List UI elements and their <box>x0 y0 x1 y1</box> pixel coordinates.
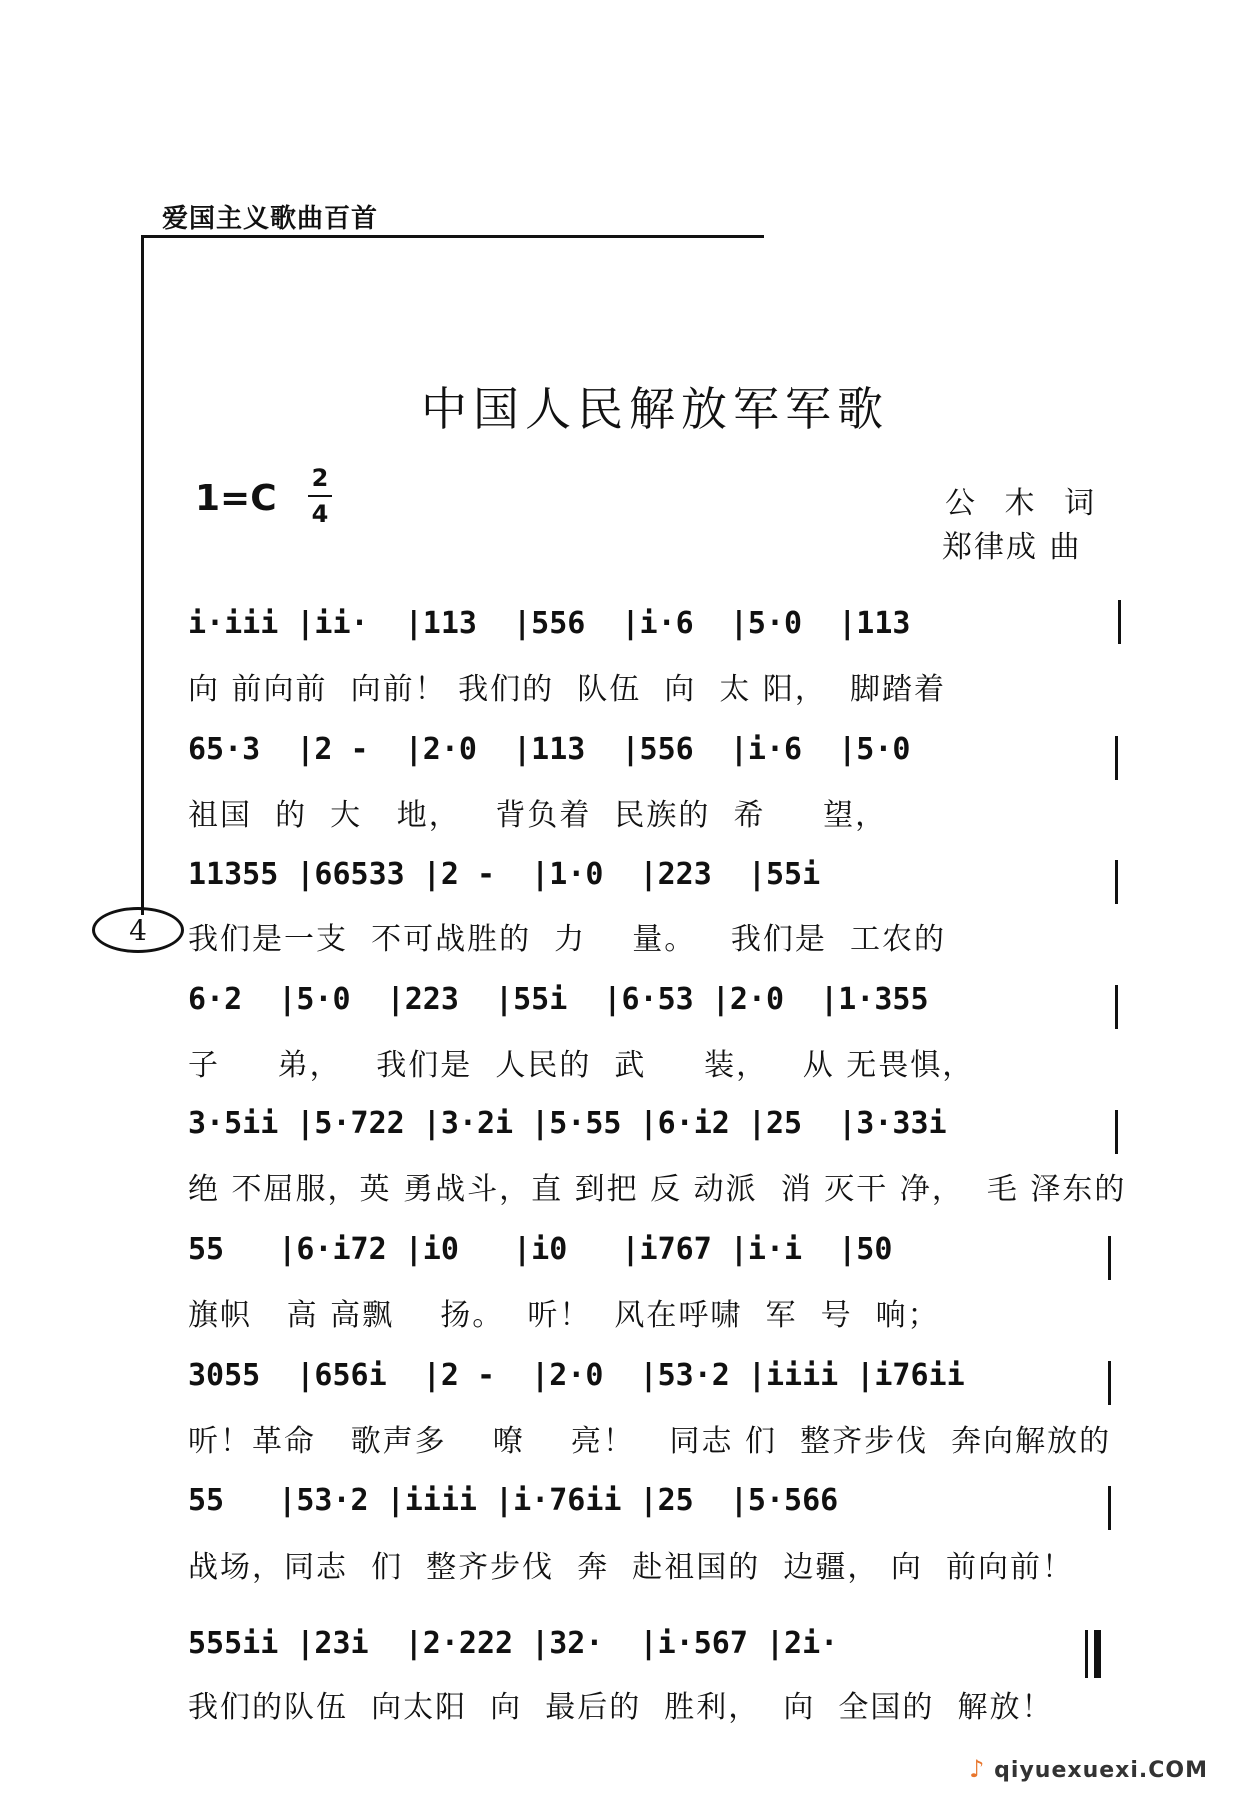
notation-row: 6·2 |5·0 |223 |55i |6·53 |2·0 |1·355 <box>188 982 929 1017</box>
notation-row: 3055 |656i |2 - |2·0 |53·2 |iiii |i76ii <box>188 1358 965 1393</box>
final-barline-thick <box>1094 1630 1101 1678</box>
lyric-row: 战场，同志 们 整齐步伐 奔 赴祖国的 边疆， 向 前向前！ <box>188 1550 1074 1585</box>
lyricist-credit: 公 木 词 <box>945 486 1105 521</box>
book-title: 爱国主义歌曲百首 <box>162 204 379 234</box>
site-watermark <box>969 1755 1208 1783</box>
barline <box>1115 1110 1118 1154</box>
song-title: 中国人民解放军军歌 <box>421 382 889 436</box>
notation-row: 55 |6·i72 |i0 |i0 |i767 |i·i |50 <box>188 1232 893 1267</box>
notation-row: 11355 |66533 |2 - |1·0 |223 |55i <box>188 857 821 892</box>
lyric-row: 绝 不屈服，英 勇战斗，直 到把 反 动派 消 灭干 净， 毛 泽东的 <box>188 1172 1127 1207</box>
time-signature-denominator: 4 <box>311 500 329 528</box>
time-signature <box>308 466 332 526</box>
composer-credit: 郑律成 曲 <box>942 530 1082 565</box>
notation-row: i·iii |ii· |113 |556 |i·6 |5·0 |113 <box>188 606 911 641</box>
barline <box>1108 1361 1111 1405</box>
lyric-row: 向 前向前 向前！ 我们的 队伍 向 太 阳， 脚踏着 <box>188 672 946 707</box>
page-number-text: 4 <box>129 913 147 947</box>
notation-row: 3·5ii |5·722 |3·2i |5·55 |6·i2 |25 |3·33i <box>188 1106 947 1141</box>
final-barline-thin <box>1085 1630 1088 1678</box>
watermark-text: qiyuexuexi.COM <box>994 1758 1208 1783</box>
barline <box>1108 1486 1111 1530</box>
notation-row: 65·3 |2 - |2·0 |113 |556 |i·6 |5·0 <box>188 732 911 767</box>
header-rule <box>142 235 764 238</box>
barline <box>1115 860 1118 904</box>
lyric-row: 旗帜 高 高飘 扬。 听！ 风在呼啸 军 号 响； <box>188 1298 940 1333</box>
barline <box>1115 736 1118 780</box>
music-tone-icon: ♪ <box>969 1755 986 1783</box>
page-number <box>92 907 184 953</box>
lyric-row: 祖国 的 大 地， 背负着 民族的 希 望， <box>188 798 888 833</box>
barline <box>1118 600 1121 644</box>
lyric-row: 子 弟， 我们是 人民的 武 装， 从 无畏惧， <box>188 1048 975 1083</box>
barline <box>1108 1236 1111 1280</box>
notation-row: 55 |53·2 |iiii |i·76ii |25 |5·566 <box>188 1483 839 1518</box>
lyric-row: 听！革命 歌声多 嘹 亮！ 同志 们 整齐步伐 奔向解放的 <box>188 1424 1112 1459</box>
key-signature: 1=C <box>195 478 277 519</box>
time-signature-numerator: 2 <box>308 466 332 497</box>
lyric-row: 我们是一支 不可战胜的 力 量。 我们是 工农的 <box>188 922 946 957</box>
notation-row: 555ii |23i |2·222 |32· |i·567 |2i· <box>188 1626 839 1661</box>
margin-rule <box>141 235 144 915</box>
barline <box>1115 985 1118 1029</box>
lyric-row: 我们的队伍 向太阳 向 最后的 胜利， 向 全国的 解放！ <box>188 1690 1054 1725</box>
